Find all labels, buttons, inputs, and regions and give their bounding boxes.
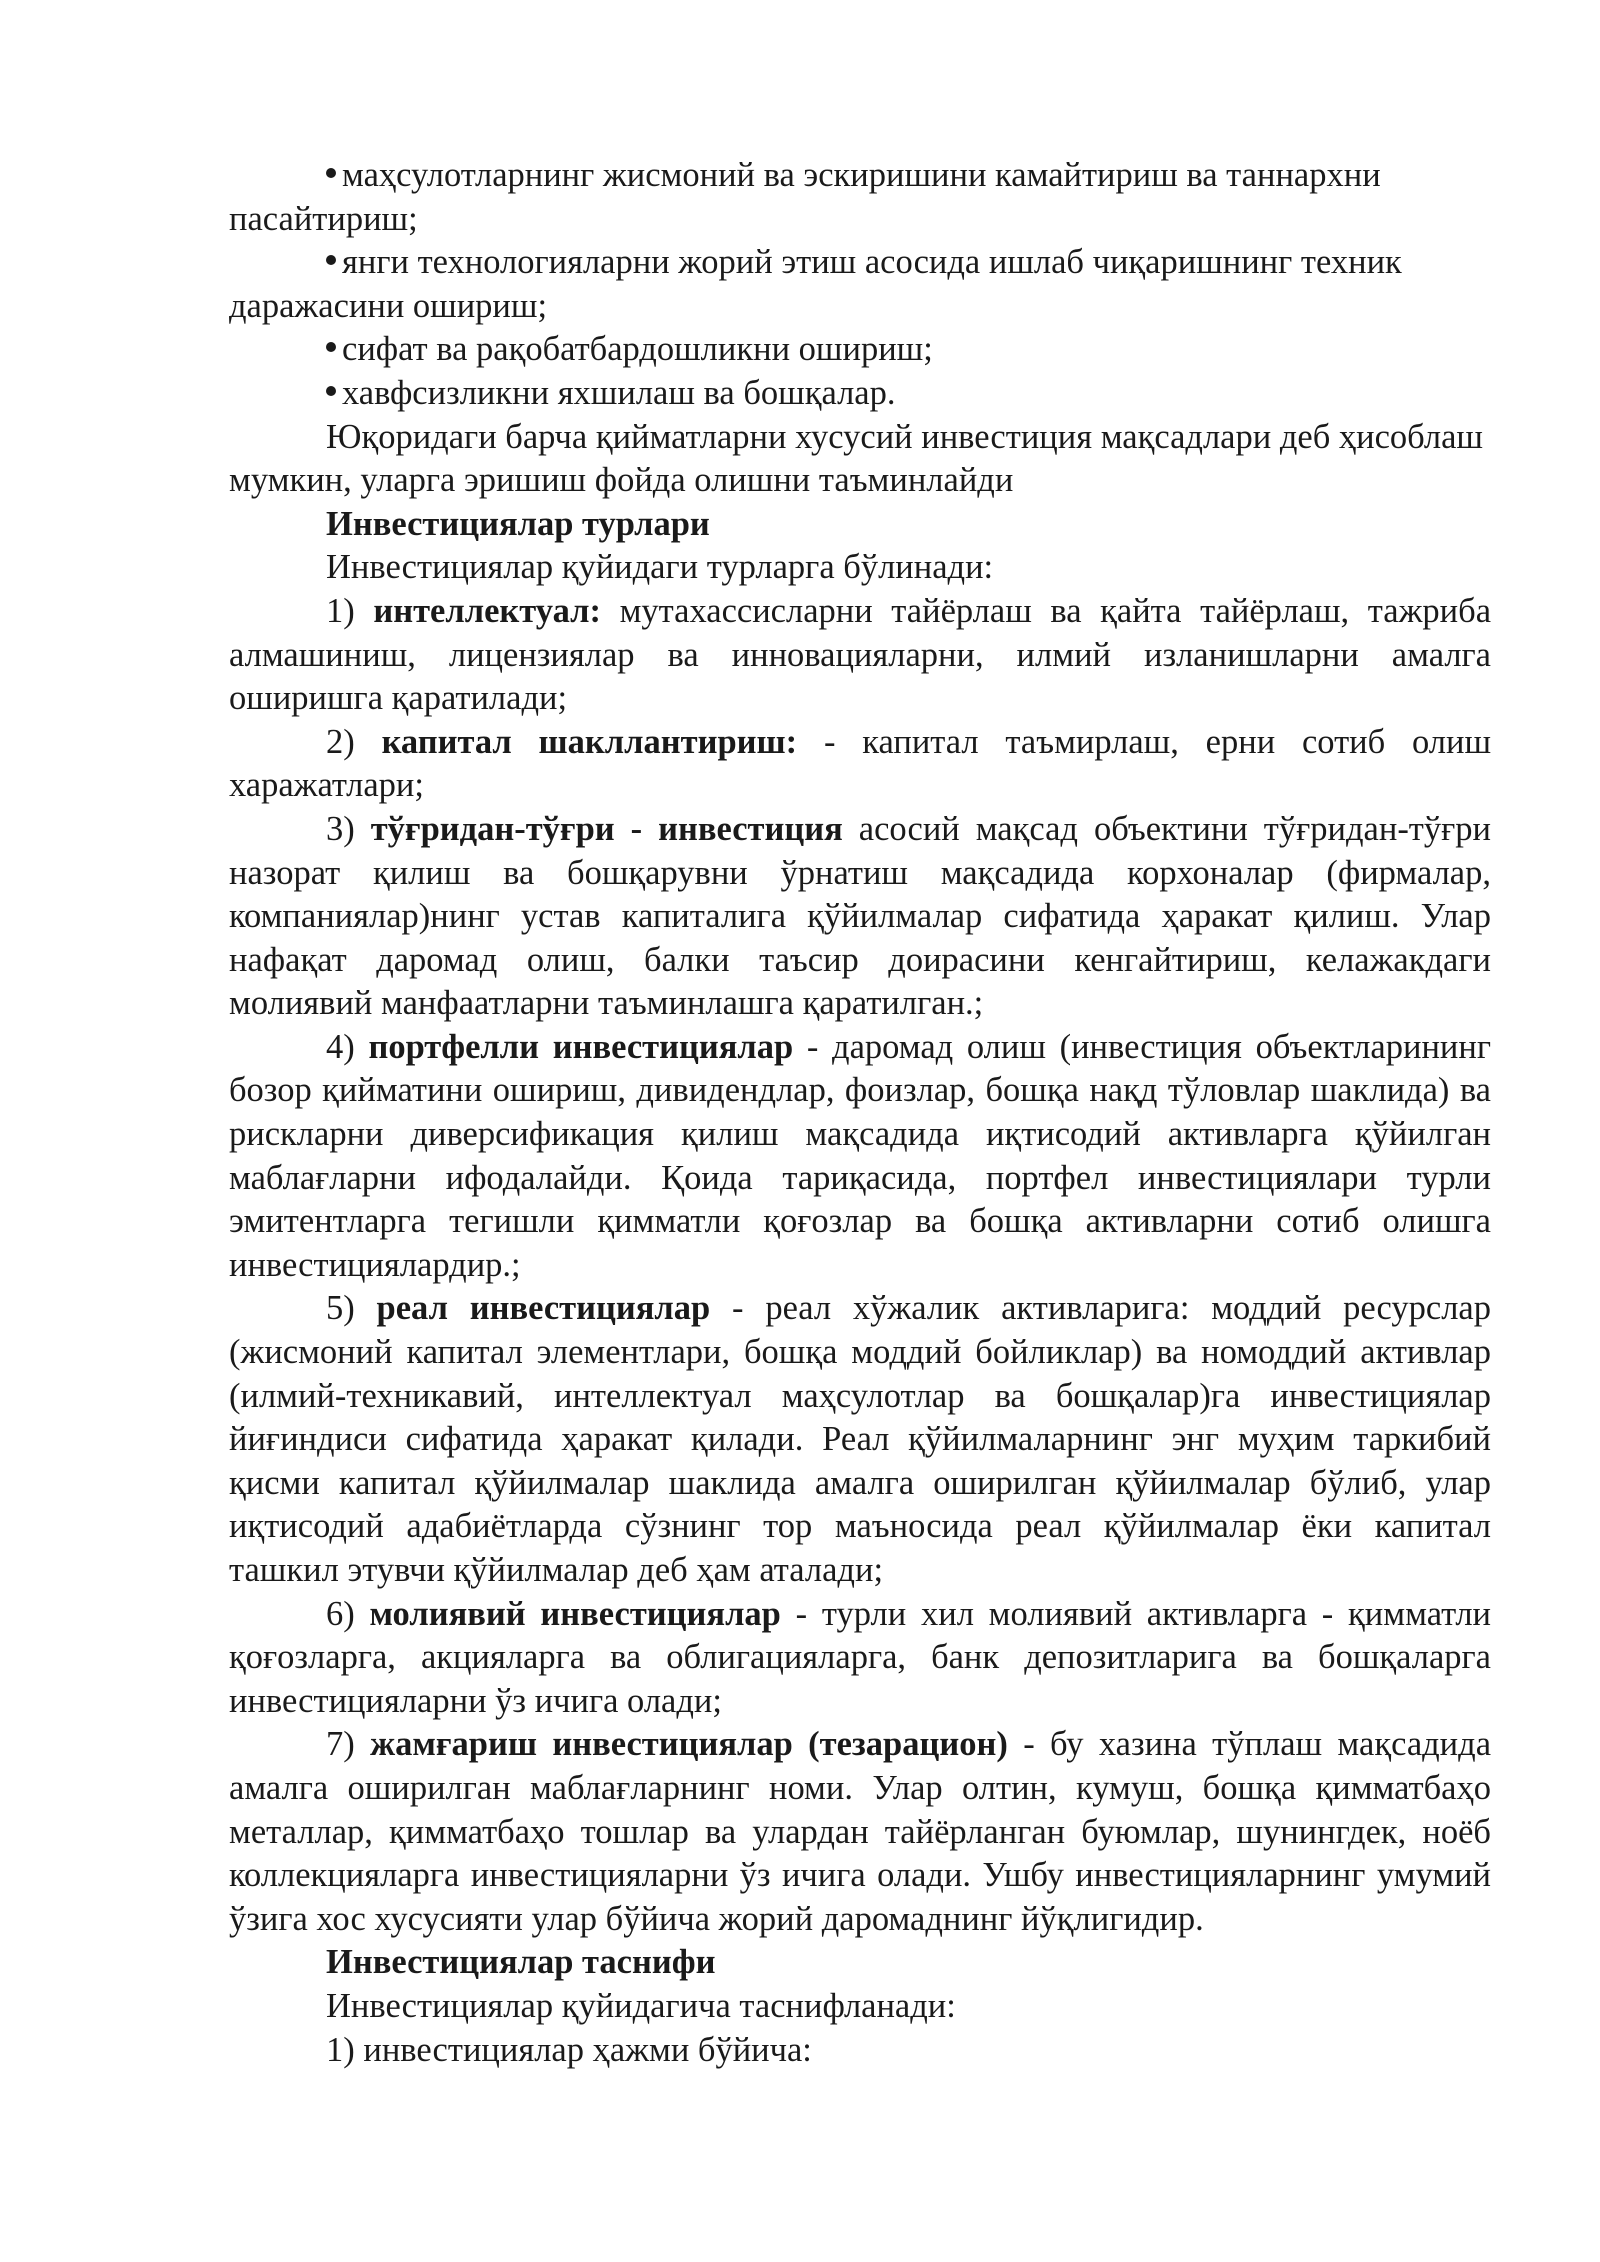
bullet-item: хавфсизликни яхшилаш ва бошқалар. (229, 372, 1491, 416)
type-term: молиявий инвестициялар (369, 1594, 781, 1633)
type-term: тўғридан-тўғри - инвестиция (370, 809, 843, 848)
section-heading-types: Инвестициялар турлари (326, 504, 710, 543)
bullet-icon (326, 342, 336, 352)
summary-paragraph: Юқоридаги барча қийматларни хусусий инвестиция мақсадлари деб ҳисоблаш мумкин, уларга эришиш фойда олишни таъминлайди (229, 417, 1483, 500)
bullet-icon (326, 168, 336, 178)
type-item: 1) интеллектуал: мутахассисларни тайёрлаш ва қайта тайёрлаш, тажриба алмашиниш, лицензиялар ва инновацияларни, илмий изланишларни амалга оширишга қаратилади; (229, 591, 1492, 718)
type-item: 7) жамғариш инвестициялар (тезарацион) - бу хазина тўплаш мақсадида амалга оширилган маблағларнинг номи. Улар олтин, кумуш, бошқа қимматбаҳо металлар, қимматбаҳо тошлар ва улардан тайёрланган буюмлар, шунингдек, ноёб коллекцияларга инвестицияларни ўз ичига олади. Ушбу инвестицияларнинг умумий ўзига хос хусусияти улар бўйича жорий даромаднинг йўқлигидир. (229, 1725, 1492, 1938)
type-term: капитал шакллантириш: (381, 722, 798, 761)
type-term: жамғариш инвестициялар (тезарацион) (370, 1725, 1008, 1764)
classification-intro: Инвестициялар қуйидагича таснифланади: (326, 1986, 956, 2025)
classification-item: 1) инвестициялар ҳажми бўйича: (326, 2030, 812, 2069)
type-item: 2) капитал шакллантириш: - капитал таъмирлаш, ерни сотиб олиш харажатлари; (229, 722, 1492, 805)
types-intro: Инвестициялар қуйидаги турларга бўлинади: (326, 548, 994, 587)
bullet-item: маҳсулотларнинг жисмоний ва эскиришини камайтириш ва таннархни пасайтириш; (229, 156, 1381, 238)
type-item: 5) реал инвестициялар - реал хўжалик активларига: моддий ресурслар (жисмоний капитал элементлари, бошқа моддий бойликлар) ва номоддий активлар (илмий-техникавий, интеллектуал маҳсулотлар ва бошқалар)га инвестициялар йиғиндиси сифатида ҳаракат қилади. Реал қўйилмаларнинг энг муҳим таркибий қисми капитал қўйилмалар шаклида амалга оширилган қўйилмалар бўлиб, улар иқтисодий адабиётларда сўзнинг тор маъносида реал қўйилмалар ёки капитал ташкил этувчи қўйилмалар деб ҳам аталади; (229, 1289, 1491, 1589)
bullet-item: янги технологияларни жорий этиш асосида ишлаб чиқаришнинг техник даражасини ошириш; (229, 243, 1402, 325)
type-term: реал инвестициялар (376, 1289, 711, 1328)
type-term: портфелли инвестициялар (368, 1027, 794, 1066)
type-item: 6) молиявий инвестициялар - турли хил молиявий активларга - қимматли қоғозларга, акцияларга ва облигацияларга, банк депозитларига ва бошқаларга инвестицияларни ўз ичига олади; (229, 1594, 1492, 1720)
document-page (229, 154, 1491, 2072)
type-item: 3) тўғридан-тўғри - инвестиция асосий мақсад объектини тўғридан-тўғри назорат қилиш ва бошқарувни ўрнатиш мақсадида корхоналар (фирмалар, компаниялар)нинг устав капиталига қўйилмалар сифатида ҳаракат қилиш. Улар нафақат даромад олиш, балки таъсир доирасини кенгайтириш, келажакдаги молиявий манфаатларни таъминлашга қаратилган.; (229, 809, 1492, 1023)
bullet-icon (326, 255, 336, 265)
bullet-item: сифат ва рақобатбардошликни ошириш; (229, 328, 1491, 372)
type-term: интеллектуал: (373, 591, 601, 630)
type-item: 4) портфелли инвестициялар - даромад олиш (инвестиция объектларининг бозор қийматини ошириш, дивидендлар, фоизлар, бошқа нақд тўловлар шаклида) ва рискларни диверсификация қилиш мақсадида иқтисодий активларга қўйилган маблағларни ифодалайди. Қоида тариқасида, портфел инвестициялари турли эмитентларга тегишли қимматли қоғозлар ва бошқа активларни сотиб олишга инвестициялардир.; (229, 1027, 1491, 1284)
section-heading-classification: Инвестициялар таснифи (326, 1943, 716, 1982)
bullet-icon (326, 386, 336, 396)
